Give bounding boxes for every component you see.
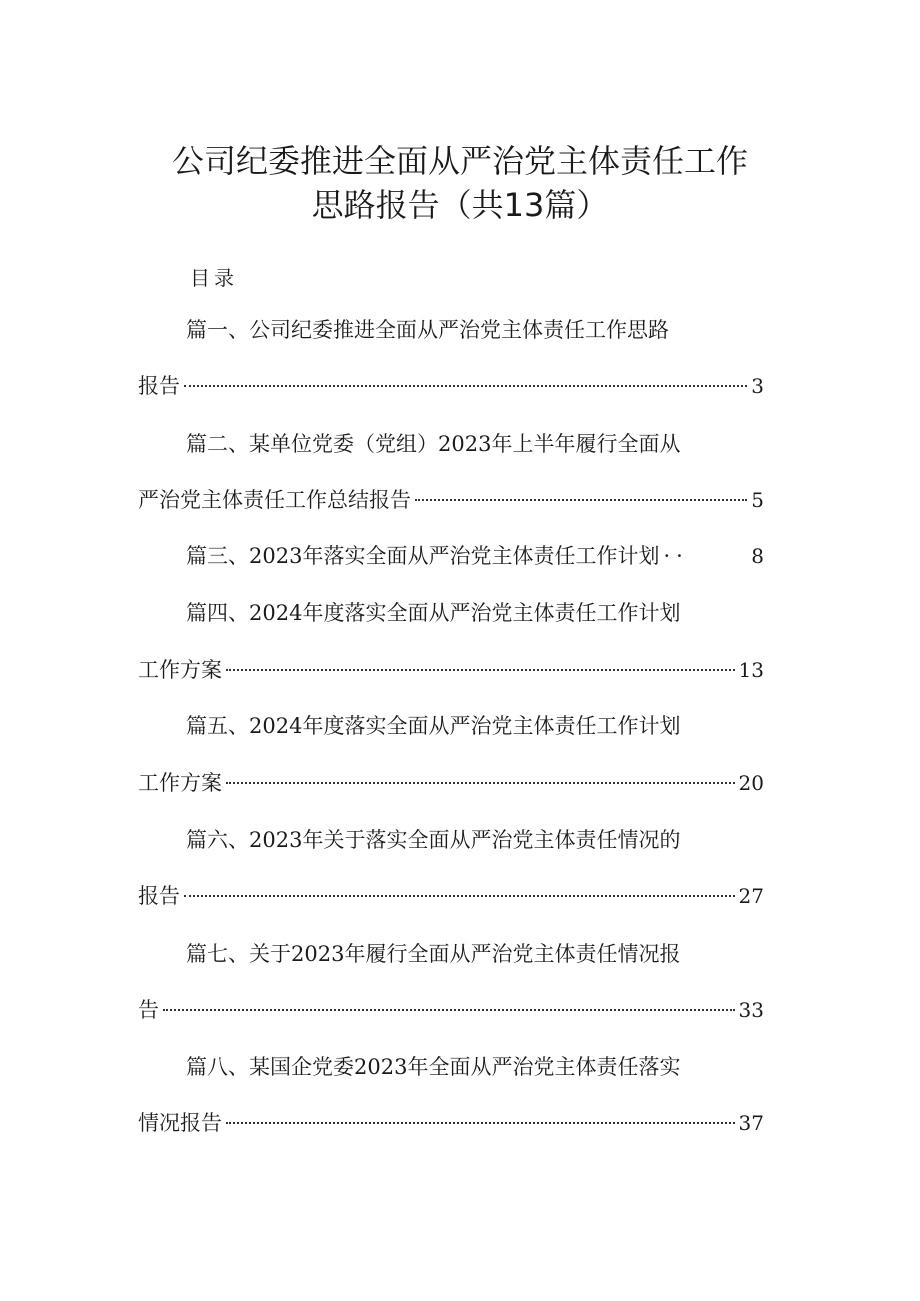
toc-entry-2-continuation: 严治党主体责任工作总结报告 — [138, 488, 411, 512]
toc-entry-2-title[interactable]: 篇二、某单位党委（党组）2023年上半年履行全面从 — [186, 432, 681, 456]
toc-entry-7-continuation: 告 — [138, 998, 159, 1022]
toc-entry-8-continuation: 情况报告 — [138, 1111, 222, 1135]
dot-leader — [415, 499, 747, 501]
dot-leader — [226, 782, 735, 784]
document-title-line-1: 公司纪委推进全面从严治党主体责任工作 — [171, 142, 748, 180]
toc-entry-6-continuation: 报告 — [138, 884, 180, 908]
toc-entry-8-leader-line[interactable] — [138, 1108, 764, 1138]
toc-heading: 目录 — [190, 266, 238, 290]
toc-entry-4-continuation: 工作方案 — [138, 658, 222, 682]
document-title-line-2: 思路报告（共13篇） — [311, 186, 609, 224]
dot-leader — [226, 669, 735, 671]
toc-entry-1-title[interactable]: 篇一、公司纪委推进全面从严治党主体责任工作思路 — [186, 318, 669, 342]
dot-leader: ·· — [663, 544, 689, 568]
toc-entry-7-leader-line[interactable] — [138, 995, 764, 1025]
toc-entry-7-page-number: 33 — [738, 998, 764, 1022]
toc-entry-2-leader-line[interactable] — [138, 485, 764, 515]
toc-entry-5-title[interactable]: 篇五、2024年度落实全面从严治党主体责任工作计划 — [186, 714, 681, 738]
toc-entry-3-page-number: 8 — [751, 544, 764, 568]
toc-entry-6-leader-line[interactable] — [138, 881, 764, 911]
toc-entry-2-page-number: 5 — [751, 488, 764, 512]
dot-leader — [163, 1009, 735, 1011]
toc-entry-5-continuation: 工作方案 — [138, 771, 222, 795]
toc-entry-8-title[interactable]: 篇八、某国企党委2023年全面从严治党主体责任落实 — [186, 1055, 681, 1079]
dot-leader — [226, 1122, 735, 1124]
toc-entry-3-title: 篇三、2023年落实全面从严治党主体责任工作计划 — [186, 544, 660, 568]
toc-entry-6-title[interactable]: 篇六、2023年关于落实全面从严治党主体责任情况的 — [186, 828, 681, 852]
toc-entry-1-leader-line[interactable] — [138, 371, 764, 401]
toc-entry-8-page-number: 37 — [738, 1111, 764, 1135]
toc-entry-3[interactable] — [186, 541, 764, 571]
toc-entry-4-page-number: 13 — [738, 658, 764, 682]
toc-entry-1-continuation: 报告 — [138, 374, 180, 398]
toc-entry-7-title[interactable]: 篇七、关于2023年履行全面从严治党主体责任情况报 — [186, 942, 681, 966]
toc-entry-5-leader-line[interactable] — [138, 768, 764, 798]
toc-entry-5-page-number: 20 — [738, 771, 764, 795]
dot-leader — [184, 895, 735, 897]
toc-entry-1-page-number: 3 — [751, 374, 764, 398]
toc-entry-4-leader-line[interactable] — [138, 655, 764, 685]
toc-entry-4-title[interactable]: 篇四、2024年度落实全面从严治党主体责任工作计划 — [186, 601, 681, 625]
dot-leader — [184, 385, 747, 387]
toc-entry-6-page-number: 27 — [738, 884, 764, 908]
